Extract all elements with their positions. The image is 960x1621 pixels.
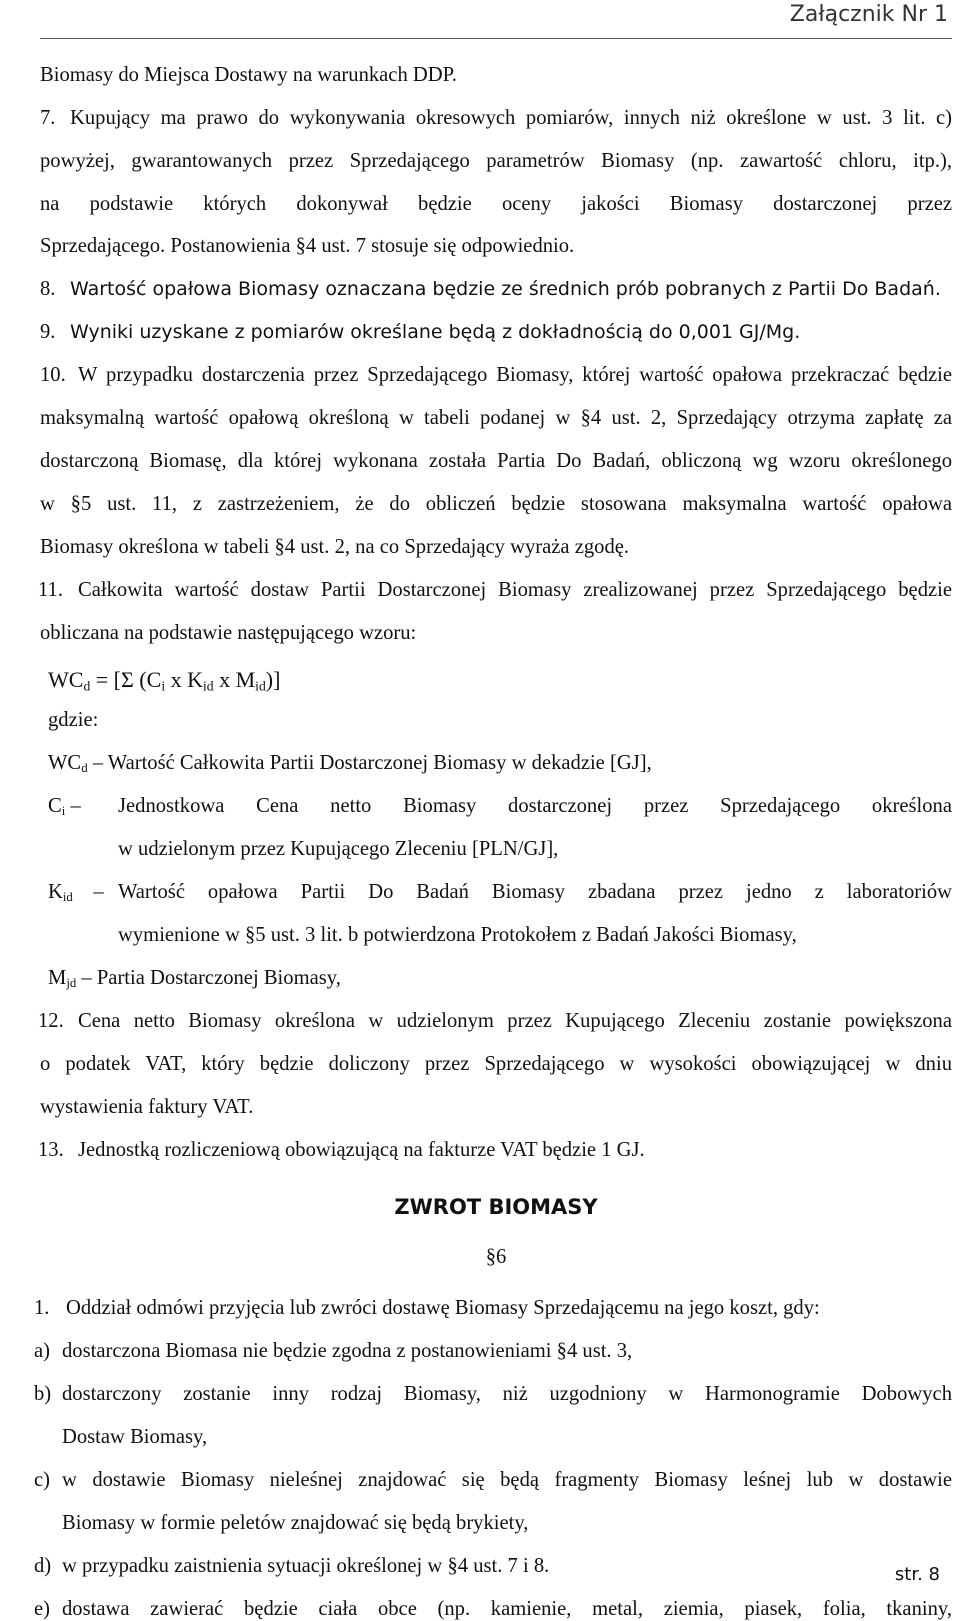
section-paragraph-mark: §6 bbox=[485, 1246, 507, 1268]
text-line: w przypadku zaistnienia sytuacji określonej w §4 ust. 7 i 8. bbox=[62, 1555, 550, 1577]
text-line: w §5 ust. 11, z zastrzeżeniem, że do obliczeń będzie stosowana maksymalna wartość opałowa bbox=[40, 493, 952, 515]
text-line: o podatek VAT, który będzie doliczony przez Sprzedającego w wysokości obowiązującej w dniu bbox=[40, 1053, 952, 1075]
text-line: Sprzedającego. Postanowienia §4 ust. 7 stosuje się odpowiednio. bbox=[40, 235, 575, 257]
text-line: Biomasy określona w tabeli §4 ust. 2, na co Sprzedający wyraża zgodę. bbox=[40, 536, 630, 558]
definition-kid-text: Wartość opałowa Partii Do Badań Biomasy zbadana przez jedno z laboratoriów bbox=[118, 881, 952, 903]
text-line: Jednostką rozliczeniową obowiązującą na fakturze VAT będzie 1 GJ. bbox=[78, 1139, 645, 1161]
definition-mjd: $M_{jd}$ – Partia Dostarczonej Biomasy, bbox=[48, 967, 341, 991]
text-line: Dostaw Biomasy, bbox=[62, 1426, 208, 1448]
item-number: 11. bbox=[38, 579, 63, 601]
text-line: Kupujący ma prawo do wykonywania okresowych pomiarów, innych niż określone w ust. 3 lit. c) bbox=[70, 107, 952, 129]
list-letter: c) bbox=[34, 1469, 50, 1491]
definition-kid-symbol: $K_{id}$ – bbox=[48, 881, 104, 905]
list-letter: a) bbox=[34, 1340, 50, 1362]
item-number: 9. bbox=[40, 321, 56, 343]
text-line: dostarczony zostanie inny rodzaj Biomasy, niż uzgodniony w Harmonogramie Dobowych bbox=[62, 1383, 952, 1405]
section-title: ZWROT BIOMASY bbox=[394, 1195, 598, 1219]
text-line: gdzie: bbox=[48, 709, 99, 731]
attachment-label: Załącznik Nr 1 bbox=[789, 2, 948, 27]
text-line: powyżej, gwarantowanych przez Sprzedającego parametrów Biomasy (np. zawartość chloru, itp.), bbox=[40, 150, 952, 172]
list-letter: b) bbox=[34, 1383, 52, 1405]
item-number: 8. bbox=[40, 278, 56, 300]
definition-kid-cont: wymienione w §5 ust. 3 lit. b potwierdzona Protokołem z Badań Jakości Biomasy, bbox=[118, 924, 797, 946]
item-number: 1. bbox=[34, 1297, 50, 1319]
header-rule bbox=[40, 38, 952, 39]
item-number: 10. bbox=[40, 364, 66, 386]
text-line: maksymalną wartość opałową określoną w tabeli podanej w §4 ust. 2, Sprzedający otrzyma zapłatę za bbox=[40, 407, 952, 429]
text-line: W przypadku dostarczenia przez Sprzedającego Biomasy, której wartość opałowa przekraczać będzie bbox=[78, 364, 952, 386]
text-line: Biomasy do Miejsca Dostawy na warunkach DDP. bbox=[40, 64, 457, 86]
text-line: na podstawie których dokonywał będzie oceny jakości Biomasy dostarczonej przez bbox=[40, 193, 952, 215]
text-line: wystawienia faktury VAT. bbox=[40, 1096, 254, 1118]
page-number: str. 8 bbox=[894, 1564, 940, 1585]
definition-ci-symbol: $C_i$ – bbox=[48, 795, 81, 819]
definition-ci-cont: w udzielonym przez Kupującego Zleceniu [PLN/GJ], bbox=[118, 838, 559, 860]
item-number: 13. bbox=[38, 1139, 64, 1161]
definition-ci-text: Jednostkowa Cena netto Biomasy dostarczonej przez Sprzedającego określona bbox=[118, 795, 952, 817]
text-line: obliczana na podstawie następującego wzoru: bbox=[40, 622, 417, 644]
text-line: Oddział odmówi przyjęcia lub zwróci dostawę Biomasy Sprzedającemu na jego koszt, gdy: bbox=[66, 1297, 820, 1319]
text-line: dostarczona Biomasa nie będzie zgodna z postanowieniami §4 ust. 3, bbox=[62, 1340, 633, 1362]
text-line: dostarczoną Biomasę, dla której wykonana została Partia Do Badań, obliczoną wg wzoru określonego bbox=[40, 450, 952, 472]
text-line: dostawa zawierać będzie ciała obce (np. kamienie, metal, ziemia, piasek, folia, tkaniny, bbox=[62, 1598, 952, 1620]
text-line: Całkowita wartość dostaw Partii Dostarczonej Biomasy zrealizowanej przez Sprzedającego będzie bbox=[78, 579, 952, 601]
list-letter: d) bbox=[34, 1555, 52, 1577]
list-letter: e) bbox=[34, 1598, 50, 1620]
text-line: Biomasy w formie peletów znajdować się będą brykiety, bbox=[62, 1512, 529, 1534]
item-number: 7. bbox=[40, 107, 56, 129]
text-line: w dostawie Biomasy nieleśnej znajdować się będą fragmenty Biomasy leśnej lub w dostawie bbox=[62, 1469, 952, 1491]
text-line: Wyniki uzyskane z pomiarów określane będą z dokładnością do 0,001 GJ/Mg. bbox=[70, 321, 801, 343]
item-number: 12. bbox=[38, 1010, 64, 1032]
text-line: Cena netto Biomasy określona w udzielonym przez Kupującego Zleceniu zostanie powiększona bbox=[78, 1010, 952, 1032]
text-line: Wartość opałowa Biomasy oznaczana będzie ze średnich prób pobranych z Partii Do Badań. bbox=[70, 278, 941, 300]
formula: $WC_d = [\Sigma$ ($C_i$ x $K_{id}$ x $M_{id}$)] bbox=[48, 667, 281, 694]
definition-wc: $WC_d$ – Wartość Całkowita Partii Dostarczonej Biomasy w dekadzie [GJ], bbox=[48, 752, 652, 776]
